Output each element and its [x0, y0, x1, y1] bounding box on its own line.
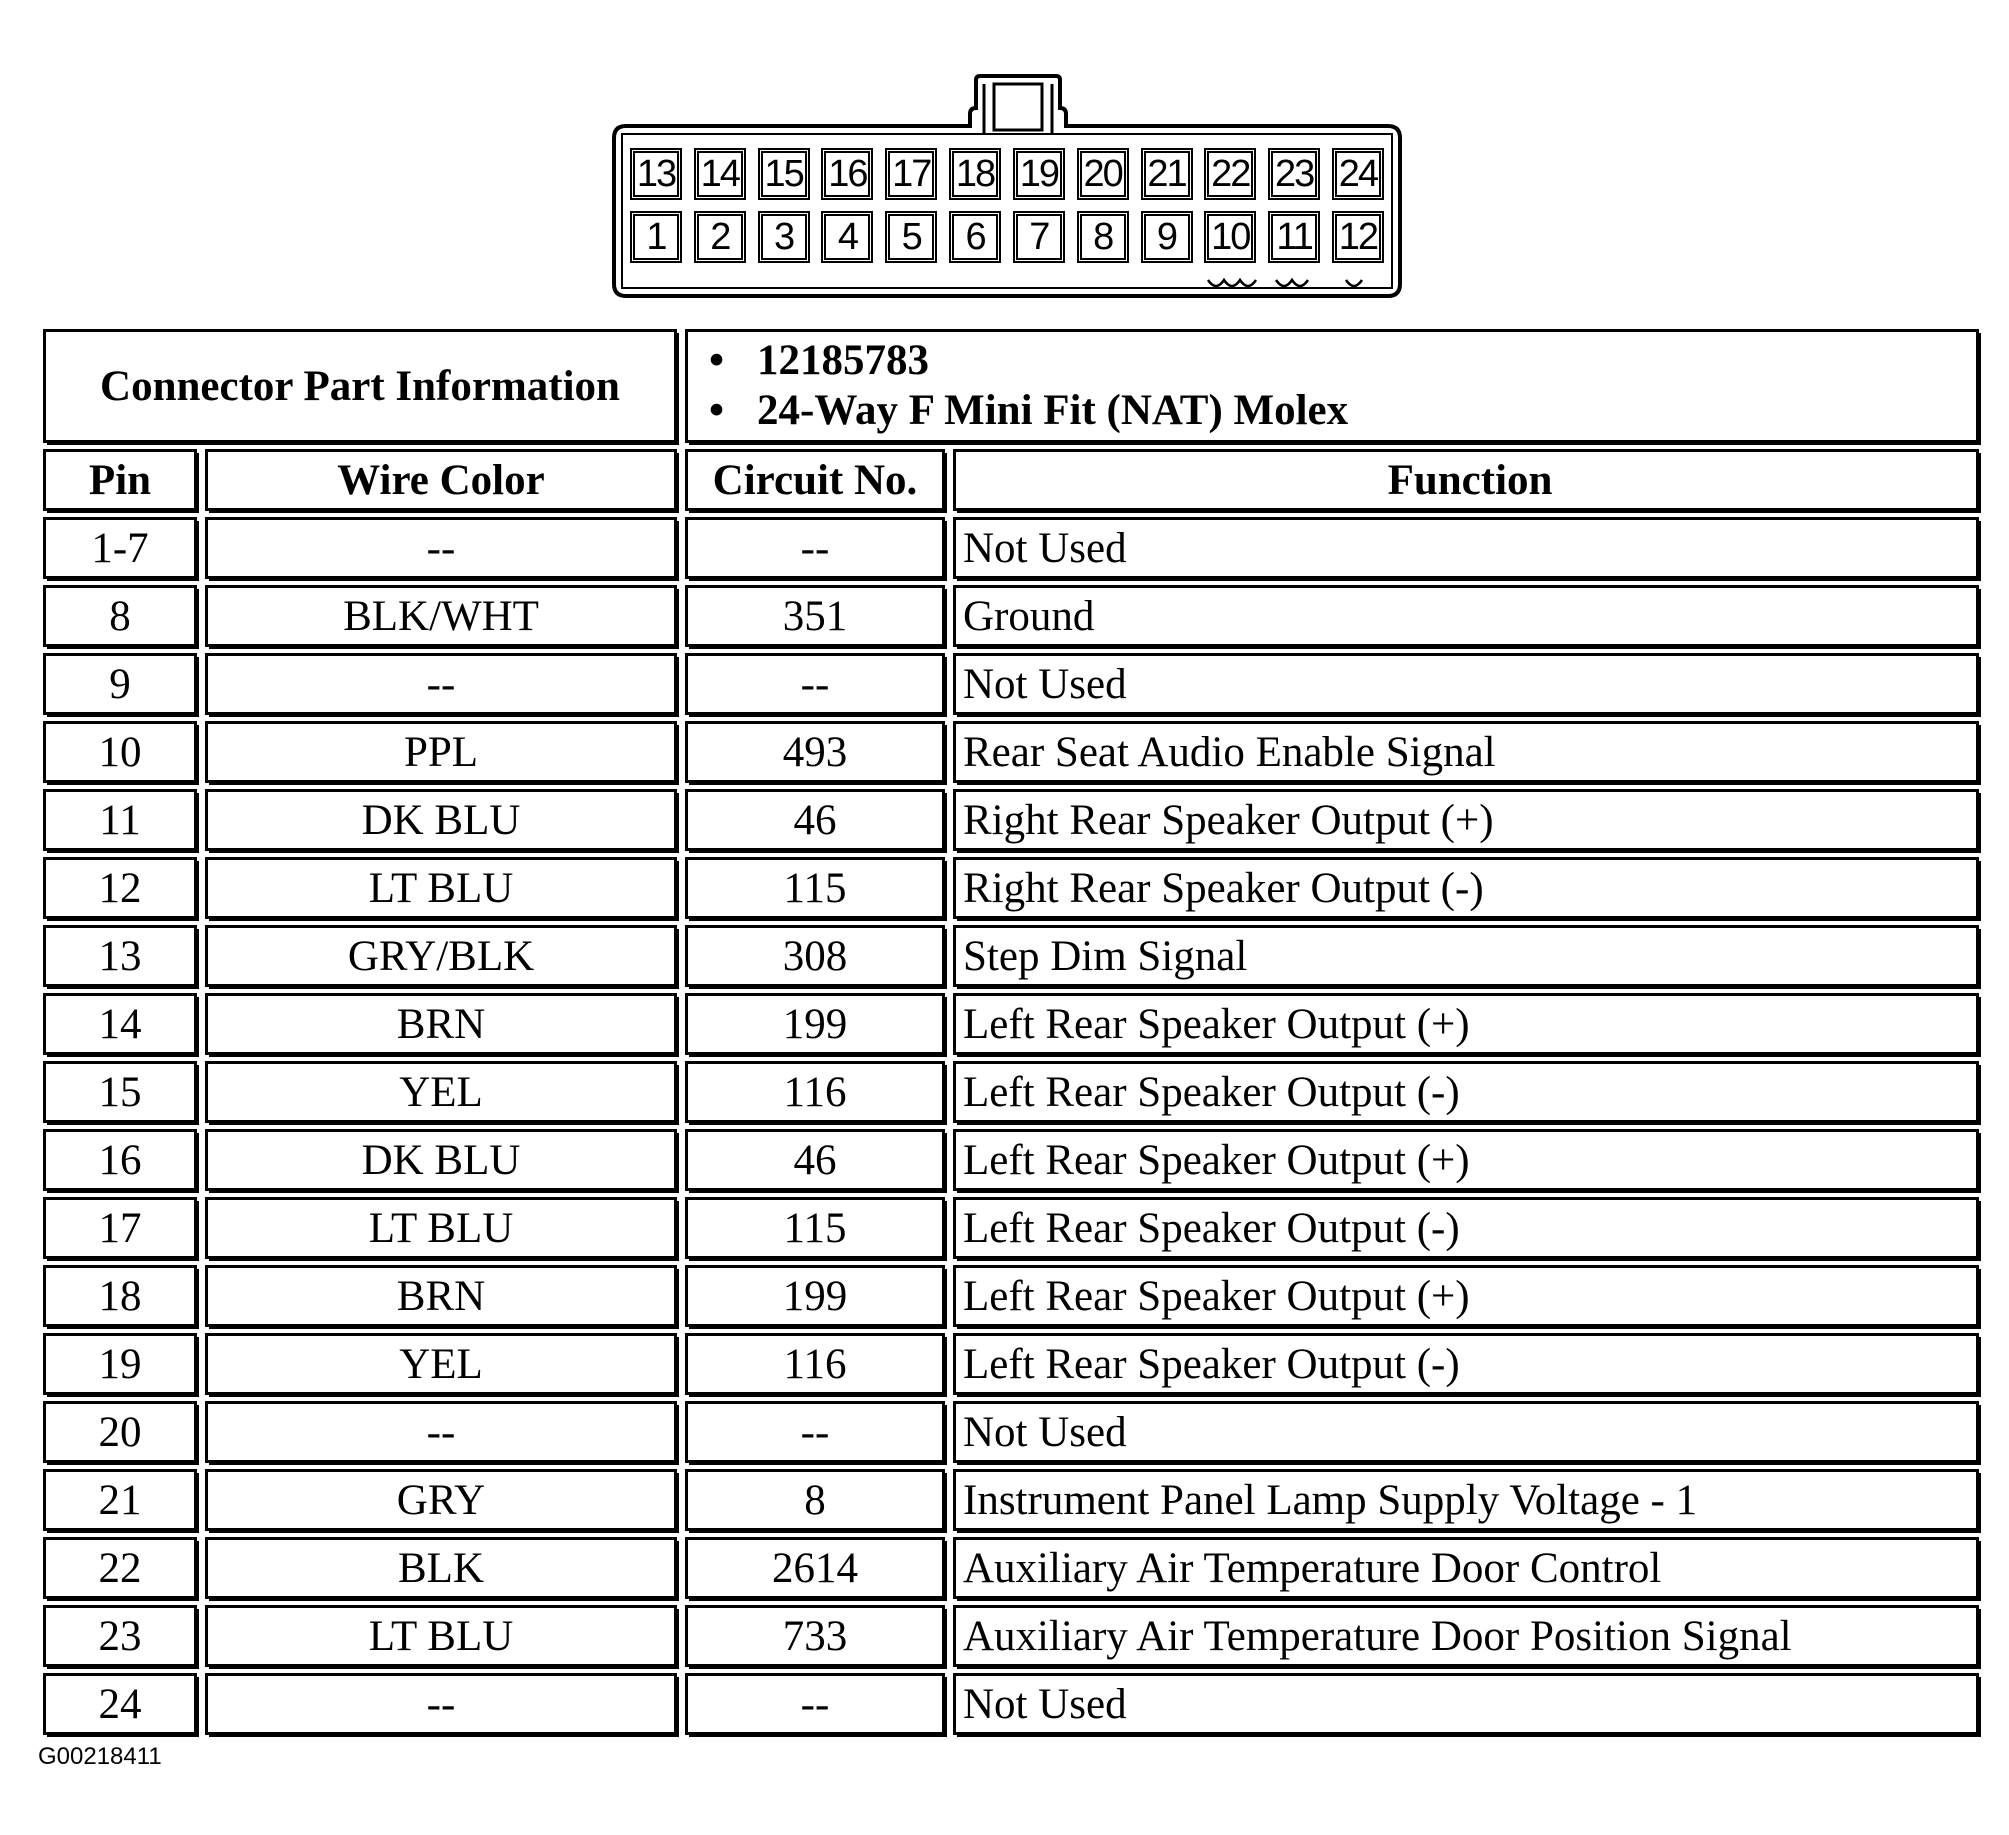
- function-cell: Left Rear Speaker Output (-): [954, 1062, 1978, 1122]
- connector-info-values: [686, 330, 1978, 442]
- circuit-no-cell: --: [686, 518, 944, 578]
- function-cell: Left Rear Speaker Output (-): [954, 1198, 1978, 1258]
- wire-color-cell: --: [206, 1674, 676, 1734]
- pin-cell: 19: [44, 1334, 196, 1394]
- pin-cell: 1-7: [44, 518, 196, 578]
- connector-pin-cell: 14: [694, 148, 746, 200]
- table-row: [40, 790, 1980, 850]
- connector-top-row: [630, 148, 1384, 200]
- table-row: [40, 654, 1980, 714]
- table-row: [40, 1470, 1980, 1530]
- function-cell: Left Rear Speaker Output (+): [954, 1266, 1978, 1326]
- figure-code: G00218411: [38, 1743, 162, 1770]
- function-cell: Not Used: [954, 1674, 1978, 1734]
- table-header-row: [40, 450, 1980, 510]
- function-cell: Right Rear Speaker Output (-): [954, 858, 1978, 918]
- wire-color-cell: --: [206, 654, 676, 714]
- connector-pin-cell: 2: [694, 211, 746, 263]
- function-cell: Right Rear Speaker Output (+): [954, 790, 1978, 850]
- function-cell: Left Rear Speaker Output (-): [954, 1334, 1978, 1394]
- function-cell: Step Dim Signal: [954, 926, 1978, 986]
- wire-color-cell: --: [206, 518, 676, 578]
- wire-color-cell: LT BLU: [206, 1606, 676, 1666]
- wire-color-cell: YEL: [206, 1062, 676, 1122]
- wire-color-cell: DK BLU: [206, 790, 676, 850]
- pin-cell: 17: [44, 1198, 196, 1258]
- pin-cell: 21: [44, 1470, 196, 1530]
- connector-pin-cell: 15: [758, 148, 810, 200]
- connector-info-row: [40, 330, 1980, 442]
- table-row: [40, 1538, 1980, 1598]
- pin-cell: 8: [44, 586, 196, 646]
- connector-info-label: Connector Part Information: [44, 330, 676, 442]
- table-row: [40, 518, 1980, 578]
- connector-bottom-row: [630, 211, 1384, 263]
- connector-pin-cell: 12: [1332, 211, 1384, 263]
- function-cell: Not Used: [954, 518, 1978, 578]
- circuit-no-cell: 116: [686, 1062, 944, 1122]
- circuit-no-cell: --: [686, 1674, 944, 1734]
- circuit-no-cell: 116: [686, 1334, 944, 1394]
- connector-pin-cell: 22: [1204, 148, 1256, 200]
- function-cell: Not Used: [954, 1402, 1978, 1462]
- connector-description: • 24-Way F Mini Fit (NAT) Molex: [757, 386, 1348, 436]
- connector-diagram: [612, 74, 1402, 299]
- connector-pin-cell: 9: [1141, 211, 1193, 263]
- pin-cell: 18: [44, 1266, 196, 1326]
- circuit-no-cell: 351: [686, 586, 944, 646]
- pin-cell: 15: [44, 1062, 196, 1122]
- wire-color-cell: GRY/BLK: [206, 926, 676, 986]
- pin-cell: 20: [44, 1402, 196, 1462]
- circuit-no-cell: 46: [686, 790, 944, 850]
- function-cell: Auxiliary Air Temperature Door Position Signal: [954, 1606, 1978, 1666]
- header-wire-color: Wire Color: [206, 450, 676, 510]
- connector-pin-cell: 1: [630, 211, 682, 263]
- connector-pin-cell: 11: [1268, 211, 1320, 263]
- pin-cell: 23: [44, 1606, 196, 1666]
- function-cell: Left Rear Speaker Output (+): [954, 1130, 1978, 1190]
- connector-pin-cell: 4: [821, 211, 873, 263]
- connector-pin-cell: 17: [885, 148, 937, 200]
- circuit-no-cell: 493: [686, 722, 944, 782]
- connector-pin-cell: 5: [885, 211, 937, 263]
- function-cell: Not Used: [954, 654, 1978, 714]
- circuit-no-cell: 46: [686, 1130, 944, 1190]
- circuit-no-cell: 2614: [686, 1538, 944, 1598]
- table-row: [40, 1062, 1980, 1122]
- circuit-no-cell: 8: [686, 1470, 944, 1530]
- table-row: [40, 722, 1980, 782]
- circuit-no-cell: 115: [686, 858, 944, 918]
- circuit-no-cell: 308: [686, 926, 944, 986]
- wire-color-cell: BLK/WHT: [206, 586, 676, 646]
- pin-cell: 16: [44, 1130, 196, 1190]
- pin-cell: 9: [44, 654, 196, 714]
- pin-cell: 10: [44, 722, 196, 782]
- connector-pin-cell: 19: [1013, 148, 1065, 200]
- connector-pin-cell: 24: [1332, 148, 1384, 200]
- pin-cell: 24: [44, 1674, 196, 1734]
- pin-cell: 11: [44, 790, 196, 850]
- function-cell: Ground: [954, 586, 1978, 646]
- table-row: [40, 994, 1980, 1054]
- wire-color-cell: YEL: [206, 1334, 676, 1394]
- wire-color-cell: LT BLU: [206, 858, 676, 918]
- wire-color-cell: BLK: [206, 1538, 676, 1598]
- connector-pin-cell: 3: [758, 211, 810, 263]
- pin-cell: 13: [44, 926, 196, 986]
- wire-color-cell: LT BLU: [206, 1198, 676, 1258]
- circuit-no-cell: --: [686, 1402, 944, 1462]
- function-cell: Rear Seat Audio Enable Signal: [954, 722, 1978, 782]
- table-row: [40, 926, 1980, 986]
- circuit-no-cell: --: [686, 654, 944, 714]
- table-row: [40, 1402, 1980, 1462]
- connector-pin-cell: 13: [630, 148, 682, 200]
- header-function: Function: [954, 450, 1978, 510]
- wire-color-cell: BRN: [206, 994, 676, 1054]
- wire-color-cell: PPL: [206, 722, 676, 782]
- table-row: [40, 1198, 1980, 1258]
- circuit-no-cell: 199: [686, 1266, 944, 1326]
- connector-pin-cell: 21: [1141, 148, 1193, 200]
- connector-pin-cell: 18: [949, 148, 1001, 200]
- pin-cell: 22: [44, 1538, 196, 1598]
- connector-pin-cell: 20: [1077, 148, 1129, 200]
- wire-color-cell: DK BLU: [206, 1130, 676, 1190]
- circuit-no-cell: 115: [686, 1198, 944, 1258]
- table-row: [40, 586, 1980, 646]
- function-cell: Left Rear Speaker Output (+): [954, 994, 1978, 1054]
- function-cell: Auxiliary Air Temperature Door Control: [954, 1538, 1978, 1598]
- circuit-no-cell: 199: [686, 994, 944, 1054]
- wire-color-cell: BRN: [206, 1266, 676, 1326]
- pin-cell: 14: [44, 994, 196, 1054]
- table-row: [40, 1266, 1980, 1326]
- connector-pin-cell: 10: [1204, 211, 1256, 263]
- table-row: [40, 858, 1980, 918]
- connector-pin-cell: 23: [1268, 148, 1320, 200]
- table-row: [40, 1674, 1980, 1734]
- table-row: [40, 1606, 1980, 1666]
- table-row: [40, 1130, 1980, 1190]
- connector-pin-cell: 16: [821, 148, 873, 200]
- connector-pin-cell: 7: [1013, 211, 1065, 263]
- wire-color-cell: --: [206, 1402, 676, 1462]
- circuit-no-cell: 733: [686, 1606, 944, 1666]
- function-cell: Instrument Panel Lamp Supply Voltage - 1: [954, 1470, 1978, 1530]
- pin-cell: 12: [44, 858, 196, 918]
- connector-pin-cell: 8: [1077, 211, 1129, 263]
- wire-color-cell: GRY: [206, 1470, 676, 1530]
- table-row: [40, 1334, 1980, 1394]
- table-body: [40, 518, 1980, 1734]
- header-pin: Pin: [44, 450, 196, 510]
- pinout-table: [40, 330, 1980, 1742]
- connector-pin-cell: 6: [949, 211, 1001, 263]
- header-circuit-no: Circuit No.: [686, 450, 944, 510]
- connector-part-number: • 12185783: [757, 336, 1348, 386]
